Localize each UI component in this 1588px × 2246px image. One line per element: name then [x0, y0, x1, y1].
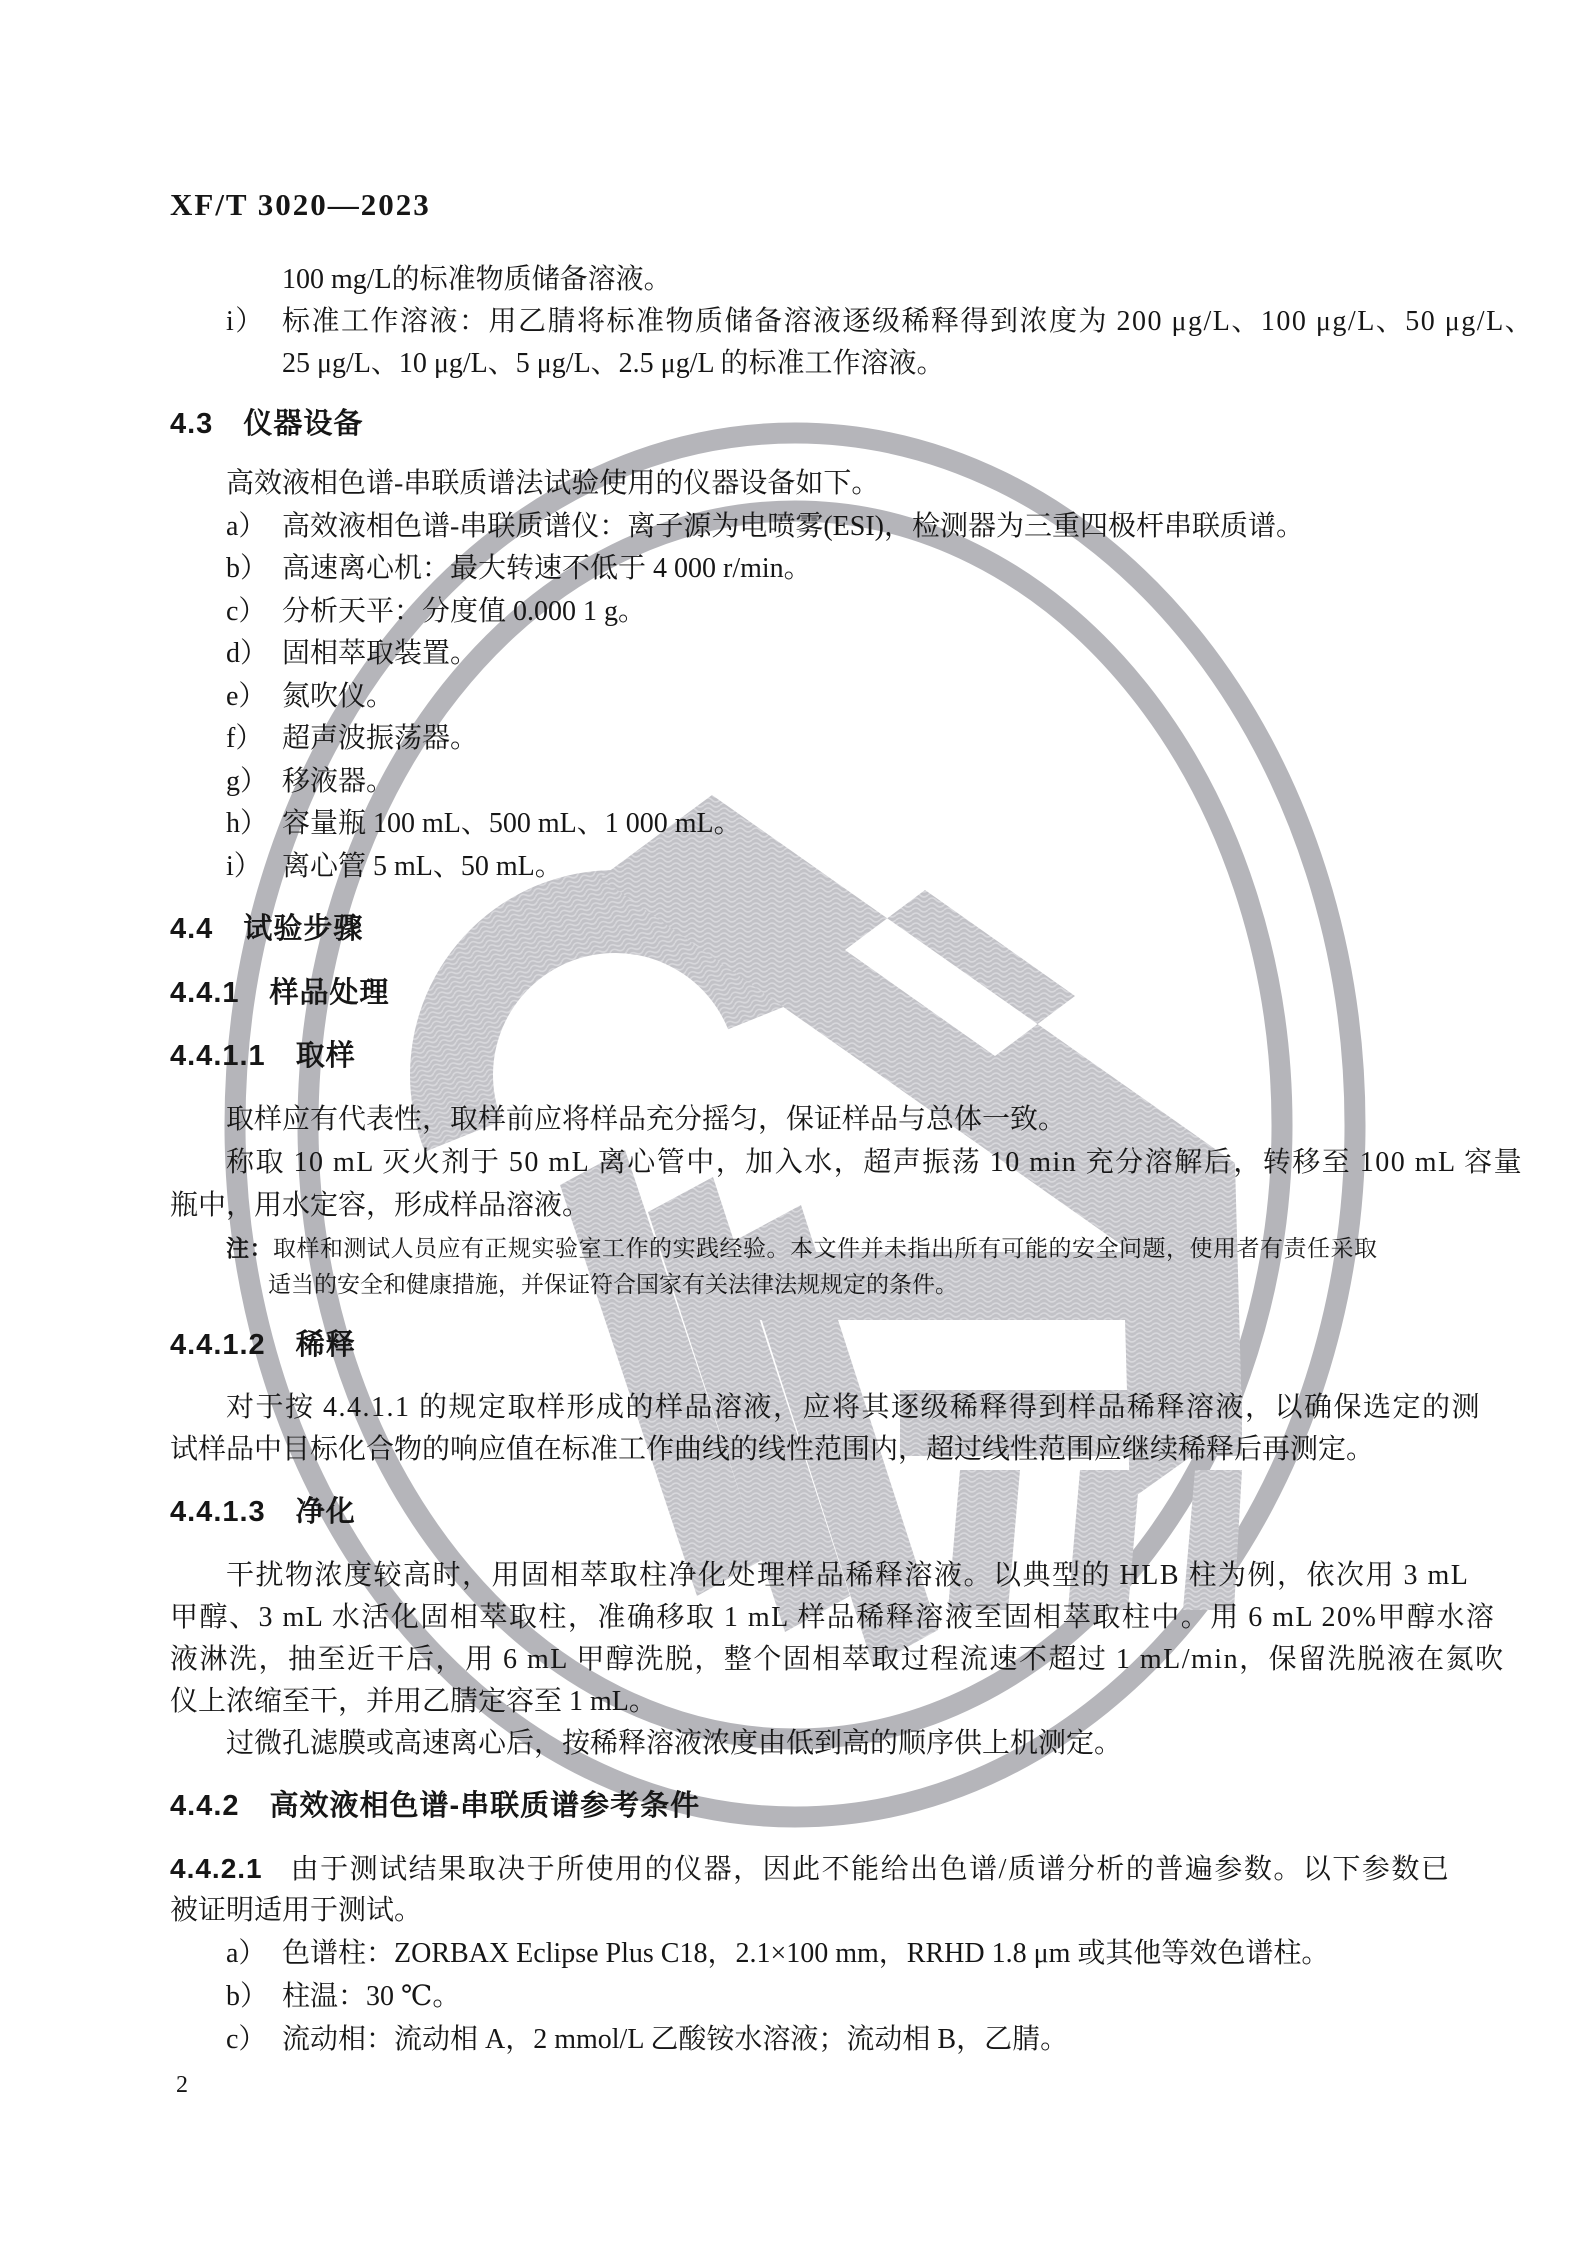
section-heading-4-4-1-3 — [170, 1491, 1430, 1533]
list-item — [170, 846, 1430, 888]
section-number: 4.4.2 — [170, 1790, 240, 1822]
section-title: 仪器设备 — [243, 408, 364, 440]
paragraph-line: 对于按 4.4.1.1 的规定取样形成的样品溶液，应将其逐级稀释得到样品稀释溶液，以确保选定的测 — [226, 1392, 1482, 1423]
list-item-label: i） — [226, 851, 262, 882]
paragraph-line: 甲醇、3 mL 水活化固相萃取柱，准确移取 1 mL 样品稀释溶液至固相萃取柱中。用 6 mL 20%甲醇水溶 — [170, 1602, 1496, 1633]
section-heading-4-4-2 — [170, 1785, 1430, 1827]
list-item — [170, 506, 1430, 548]
section-title: 高效液相色谱-串联质谱参考条件 — [269, 1790, 701, 1822]
section-number: 4.4.1 — [170, 977, 240, 1009]
list-item-label: a） — [226, 511, 267, 542]
list-item-text: 高效液相色谱-串联质谱仪：离子源为电喷雾(ESI)，检测器为三重四极杆串联质谱。 — [282, 511, 1304, 542]
paragraph: 过微孔滤膜或高速离心后，按稀释溶液浓度由低到高的顺序供上机测定。 — [226, 1728, 1123, 1759]
list-item-continuation: 25 μg/L、10 μg/L、5 μg/L、2.5 μg/L 的标准工作溶液。 — [282, 348, 945, 379]
section-title: 样品处理 — [269, 977, 390, 1009]
list-item — [170, 301, 1535, 343]
section-heading-4-3 — [170, 403, 1430, 445]
list-item-label: b） — [226, 553, 269, 584]
list-item — [170, 633, 1430, 675]
list-item-text: 移液器。 — [282, 766, 395, 797]
list-item-label: b） — [226, 1981, 269, 2012]
list-item-text: 标准工作溶液：用乙腈将标准物质储备溶液逐级稀释得到浓度为 200 μg/L、100 μg/L、50 μg/L、 — [282, 306, 1535, 337]
list-item — [170, 1976, 1430, 2018]
list-item — [170, 2019, 1430, 2061]
paragraph-line: 干扰物浓度较高时，用固相萃取柱净化处理样品稀释溶液。以典型的 HLB 柱为例，依次用 3 mL — [226, 1560, 1470, 1591]
list-item-label: i） — [226, 306, 265, 337]
section-heading-4-4-1-2 — [170, 1324, 1430, 1366]
list-item-label: g） — [226, 766, 269, 797]
list-item-label: d） — [226, 638, 269, 669]
list-item-text: 容量瓶 100 mL、500 mL、1 000 mL。 — [282, 808, 742, 839]
list-item — [170, 803, 1430, 845]
list-item — [170, 676, 1430, 718]
page-number: 2 — [176, 2072, 188, 2098]
list-item-text: 氮吹仪。 — [282, 681, 395, 712]
list-item-text: 离心管 5 mL、50 mL。 — [282, 851, 563, 882]
paragraph-line — [170, 1848, 1451, 1891]
list-item-label: f） — [226, 723, 264, 754]
section-heading-4-4-1 — [170, 972, 1430, 1014]
list-item-label: c） — [226, 2024, 267, 2055]
list-item-label: h） — [226, 808, 269, 839]
section-title: 试验步骤 — [243, 913, 364, 945]
paragraph-line: 仪上浓缩至干，并用乙腈定容至 1 mL。 — [170, 1686, 657, 1717]
section-number: 4.4.1.1 — [170, 1040, 266, 1072]
list-item-text: 分析天平：分度值 0.000 1 g。 — [282, 596, 647, 627]
clause-number: 4.4.2.1 — [170, 1853, 263, 1884]
section-title: 稀释 — [295, 1329, 356, 1361]
paragraph: 取样应有代表性，取样前应将样品充分摇匀，保证样品与总体一致。 — [226, 1104, 1067, 1135]
list-item-text: 色谱柱：ZORBAX Eclipse Plus C18，2.1×100 mm，RRHD 1.8 μm 或其他等效色谱柱。 — [282, 1938, 1330, 1969]
section-number: 4.4.1.2 — [170, 1329, 266, 1361]
list-item-text: 固相萃取装置。 — [282, 638, 479, 669]
list-item — [170, 761, 1430, 803]
note-text: 取样和测试人员应有正规实验室工作的实践经验。本文件并未指出所有可能的安全问题，使用者有责任采取 — [273, 1236, 1378, 1261]
list-item-label: c） — [226, 596, 267, 627]
section-number: 4.3 — [170, 408, 214, 440]
list-item — [170, 548, 1430, 590]
paragraph-line: 试样品中目标化合物的响应值在标准工作曲线的线性范围内，超过线性范围应继续稀释后再测定。 — [170, 1434, 1375, 1465]
paragraph-line: 液淋洗，抽至近干后，用 6 mL 甲醇洗脱，整个固相萃取过程流速不超过 1 mL/min，保留洗脱液在氮吹 — [170, 1644, 1505, 1675]
list-item-text: 高速离心机：最大转速不低于 4 000 r/min。 — [282, 553, 812, 584]
section-number: 4.4 — [170, 913, 214, 945]
list-item-label: e） — [226, 681, 267, 712]
document-code: XF/T 3020—2023 — [170, 187, 431, 222]
section-heading-4-4-1-1 — [170, 1035, 1430, 1077]
list-item — [170, 718, 1430, 760]
list-item-text: 流动相：流动相 A，2 mmol/L 乙酸铵水溶液；流动相 B，乙腈。 — [282, 2024, 1069, 2055]
paragraph: 高效液相色谱-串联质谱法试验使用的仪器设备如下。 — [226, 468, 880, 499]
clause-text: 由于测试结果取决于所使用的仪器，因此不能给出色谱/质谱分析的普遍参数。以下参数已 — [290, 1854, 1451, 1885]
list-item — [170, 591, 1430, 633]
paragraph-line: 瓶中，用水定容，形成样品溶液。 — [170, 1190, 591, 1221]
section-title: 净化 — [295, 1496, 356, 1528]
list-item-label: a） — [226, 1938, 267, 1969]
section-number: 4.4.1.3 — [170, 1496, 266, 1528]
continuation-line: 100 mg/L的标准物质储备溶液。 — [282, 264, 672, 295]
note-line — [170, 1230, 1486, 1267]
list-item — [170, 1933, 1430, 1975]
note-label: 注： — [226, 1235, 273, 1261]
paragraph-line: 称取 10 mL 灭火剂于 50 mL 离心管中，加入水，超声振荡 10 min 充分溶解后，转移至 100 mL 容量 — [226, 1147, 1524, 1178]
section-title: 取样 — [295, 1040, 356, 1072]
list-item-text: 柱温：30 ℃。 — [282, 1981, 461, 2012]
paragraph-line: 被证明适用于测试。 — [170, 1895, 423, 1926]
note-continuation: 适当的安全和健康措施，并保证符合国家有关法律法规规定的条件。 — [268, 1272, 958, 1297]
list-item-text: 超声波振荡器。 — [282, 723, 479, 754]
section-heading-4-4 — [170, 908, 1430, 950]
